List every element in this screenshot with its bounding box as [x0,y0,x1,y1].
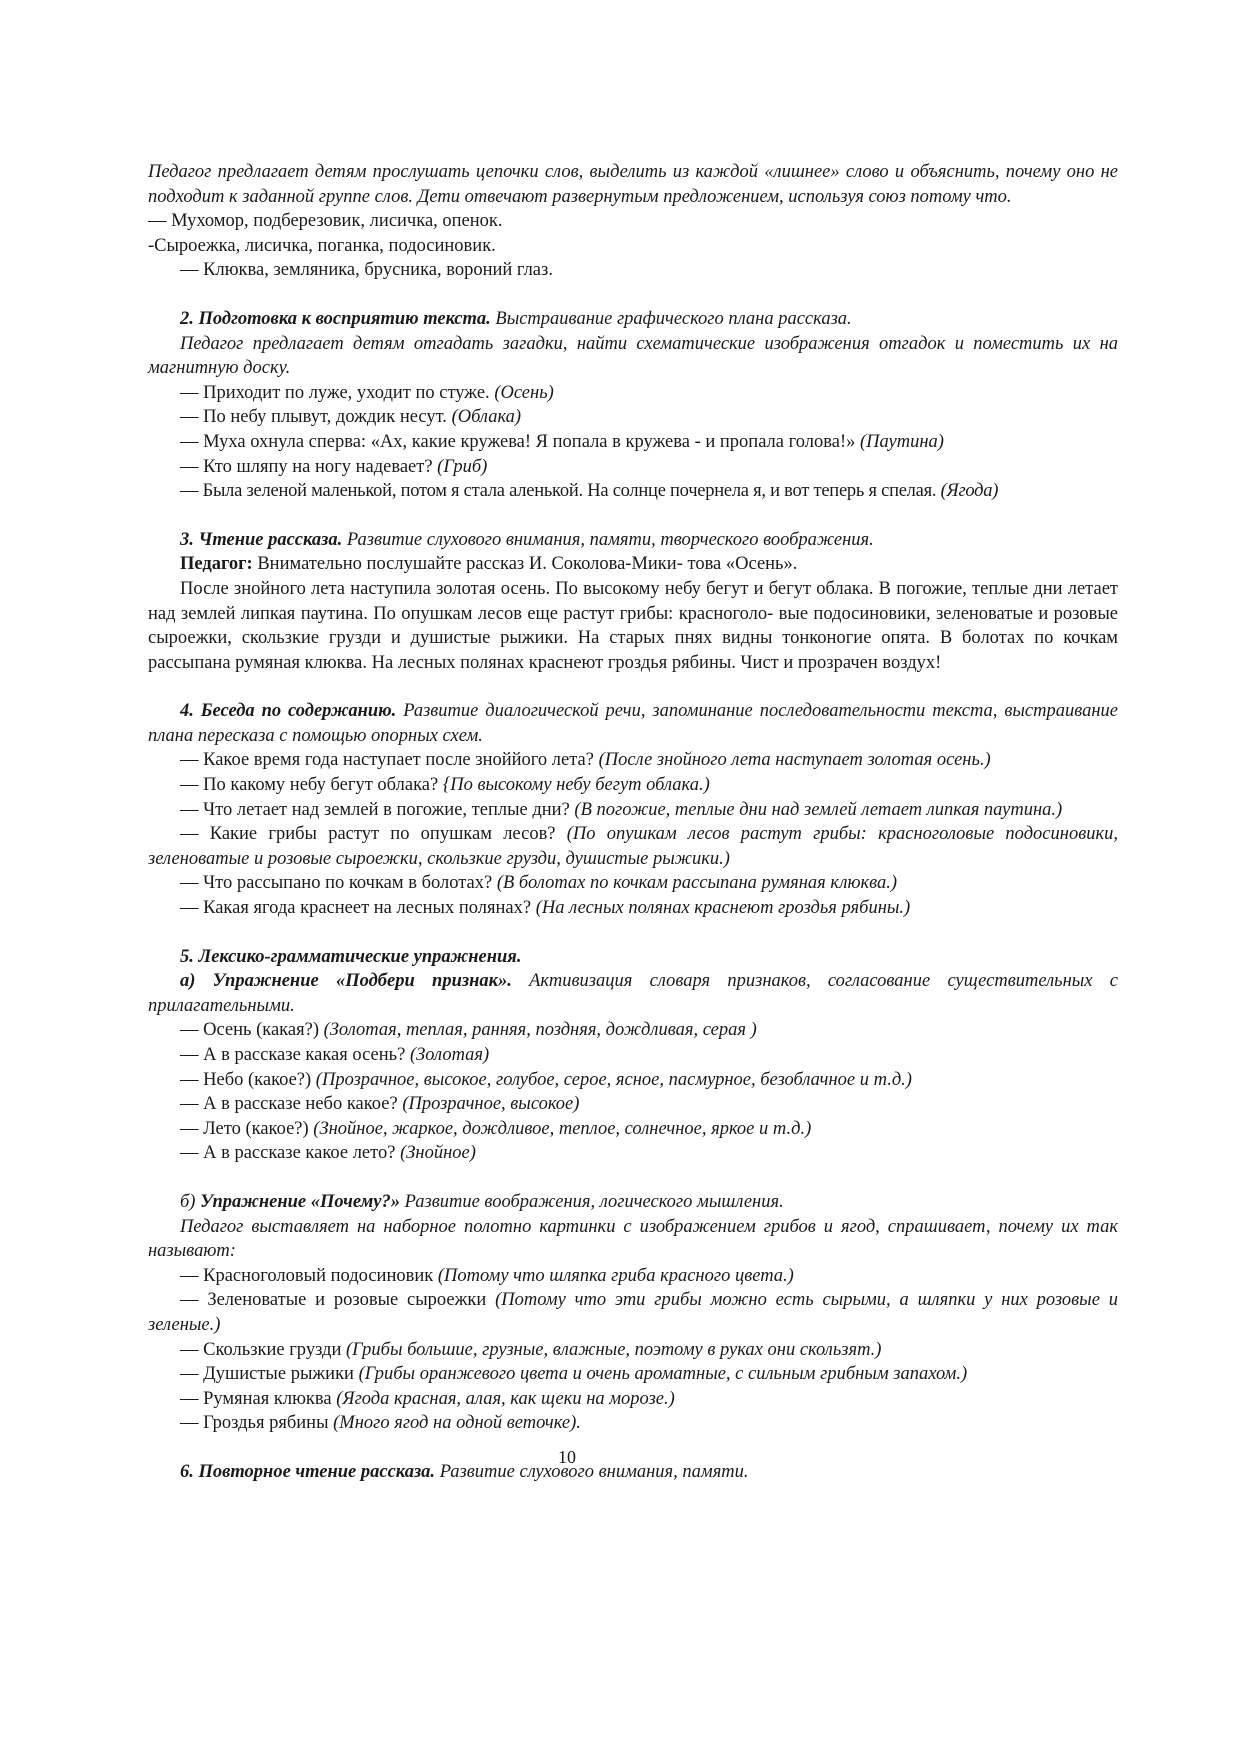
word-chain-3: — Клюква, земляника, брусника, вороний глаз. [180,260,553,281]
riddle-text: — Кто шляпу на ногу надевает? [180,456,438,477]
question: — Красноголовый подосиновик [180,1265,438,1286]
question: — Лето (какое?) [180,1118,314,1139]
question: — Какие грибы растут по опушкам лесов? [180,824,567,845]
question: — Гроздья рябины [180,1413,334,1434]
section-6-title: 6. Повторное чтение рассказа. [180,1461,436,1482]
riddle-1 [148,381,1118,406]
answer: (Знойное, жаркое, дождливое, теплое, солнечное, яркое и т.д.) [313,1118,812,1139]
question: — Какая ягода краснеет на лесных полянах? [180,898,536,919]
exercise-a-subtitle: Активизация словаря признаков, согласование существительных с прилагательными. [148,971,1118,1016]
riddle-2 [148,405,1118,430]
exercise-b-item-5 [148,1387,1118,1412]
answer: (Много ягод на одной веточке). [333,1413,581,1434]
question: — А в рассказе какая осень? [180,1045,410,1065]
qa-3 [148,798,1118,823]
answer: (Грибы оранжевого цвета и очень ароматные, с сильным грибным запахом.) [358,1364,968,1385]
question: — Небо (какое?) [180,1069,316,1090]
exercise-b-item-3 [148,1338,1118,1363]
section-6-subtitle: Развитие слухового внимания, памяти. [435,1461,749,1482]
riddle-answer: (Гриб) [437,456,488,477]
riddle-text: — Муха охнула сперва: «Ах, какие кружева! Я попала в кружева - и пропала голова!» [180,431,860,452]
exercise-b-item-4 [148,1362,1118,1387]
question: — По какому небу бегут облака? [180,775,443,796]
qa-5 [148,871,1118,896]
section-2-title: 2. Подготовка к восприятию текста. [180,308,491,329]
answer: (В болотах по кочкам рассыпана румяная клюква.) [496,873,898,894]
question: — Скользкие грузди [180,1339,346,1360]
answer: (В погожие, теплые дни над землей летает липкая паутина.) [574,799,1063,820]
section-2-subtitle: Выстраивание графического плана рассказа. [490,308,852,329]
riddle-text: — Приходит по луже, уходит по стуже. [180,382,495,403]
document-page [148,160,1118,1485]
question: — А в рассказе небо какое? [180,1094,403,1115]
answer: (Грибы большие, грузные, влажные, поэтому в руках они скользят.) [345,1339,882,1360]
page-number: 10 [558,1447,576,1467]
question: — Какое время года наступает после зноййого лета? [180,750,599,771]
exercise-a-item-5 [148,1117,1118,1142]
section-2-instruction: Педагог предлагает детям отгадать загадки, найти схематические изображения отгадок и поместить их на магнитную доску. [148,333,1118,379]
word-chain-2: -Сыроежка, лисичка, поганка, подосиновик. [148,235,496,256]
exercise-b-item-1 [148,1264,1118,1289]
section-3-title: 3. Чтение рассказа. [180,529,343,550]
word-chain-1: — Мухомор, подберезовик, лисичка, опенок. [148,211,503,232]
question: — Что летает над землей в погожие, теплые дни? [180,799,575,820]
exercise-a-item-3 [148,1068,1118,1093]
riddle-text: — Была зеленой маленькой, потом я стала аленькой. На солнце почернела я, и вот теперь я спелая. [180,481,941,502]
question: — Что рассыпано по кочкам в болотах? [180,873,497,894]
exercise-b-subtitle: Развитие воображения, логического мышления. [400,1191,784,1212]
answer: (Прозрачное, высокое) [402,1094,580,1115]
answer: (Знойное) [400,1143,476,1164]
section-3-heading [148,528,1118,553]
question: — Душистые рыжики [180,1364,359,1385]
question: — А в рассказе какое лето? [180,1143,401,1164]
section-3-subtitle: Развитие слухового внимания, памяти, творческого воображения. [342,529,874,550]
section-4-title: 4. Беседа по содержанию. [180,701,397,722]
qa-4 [148,822,1118,871]
answer: (После знойного лета наступает золотая осень.) [598,750,991,771]
teacher-text: Внимательно послушайте рассказ И. Соколова-Мики- това «Осень». [252,554,798,575]
riddle-answer: (Ягода) [940,481,999,502]
qa-2 [148,773,1118,798]
riddle-3 [148,430,1118,455]
intro-instruction: Педагог предлагает детям прослушать цепочки слов, выделить из каждой «лишнее» слово и объяснить, почему оно не подходит к заданной группе слов. Дети отвечают развернутым предложением, используя союз потому что. [148,162,1118,207]
riddle-answer: (Осень) [494,382,554,403]
question: — Зеленоватые и розовые сыроежки [180,1290,496,1311]
answer: (Золотая) [409,1045,490,1065]
section-5-heading: 5. Лексико-грамматические упражнения. [180,946,522,967]
exercise-a-heading [148,969,1118,1018]
exercise-b-prefix: б) [180,1191,201,1212]
exercise-b-title: Упражнение «Почему?» [200,1191,400,1212]
exercise-a-item-2 [148,1043,1118,1068]
qa-1 [148,748,1118,773]
story-text: После знойного лета наступила золотая осень. По высокому небу бегут и бегут облака. В погожие, теплые дни летает над землей липкая паутина. По опушкам лесов еще растут грибы: красноголо- вые подосиновики, зеленоватые и розовые сыроежки, скользкие грузди и душистые рыжики. На старых пнях видны тонконогие опята. В болотах по кочкам рассыпана румяная клюква. На лесных полянах краснеют гроздья рябины. Чист и прозрачен воздух! [148,578,1118,673]
riddle-5 [148,479,1118,504]
section-2-heading [148,307,1118,332]
question: — Румяная клюква [180,1388,337,1409]
exercise-b-instruction: Педагог выставляет на наборное полотно картинки с изображением грибов и ягод, спрашивает, почему их так называют: [148,1216,1118,1262]
riddle-text: — По небу плывут, дождик несут. [180,407,452,428]
exercise-a-item-1 [148,1018,1118,1043]
riddle-answer: (Облака) [451,407,522,428]
riddle-answer: (Паутина) [859,431,944,452]
answer: (Прозрачное, высокое, голубое, серое, ясное, пасмурное, безоблачное и т.д.) [315,1069,912,1090]
exercise-a-item-4 [148,1092,1118,1117]
exercise-b-item-2 [148,1288,1118,1337]
section-6-heading [148,1460,1118,1485]
teacher-label: Педагог: [180,554,253,575]
exercise-a-title: а) Упражнение «Подбери признак». [180,971,512,992]
riddle-4 [148,455,1118,480]
exercise-a-item-6 [148,1141,1118,1166]
teacher-line [148,552,1118,577]
qa-6 [148,896,1118,921]
exercise-b-heading [148,1190,1118,1215]
exercise-b-item-6 [148,1411,1118,1436]
section-4-subtitle: Развитие диалогической речи, запоминание последовательности текста, выстраивание плана пересказа с помощью опорных схем. [148,701,1118,746]
section-4-heading [148,699,1118,748]
answer: (По опушкам лесов растут грибы: красноголовые подосиновики, зеленоватые и розовые сыроежки, скользкие грузди, душистые рыжики.) [148,824,1118,869]
answer: (Золотая, теплая, ранняя, поздняя, дождливая, серая ) [323,1020,757,1041]
answer: (Потому что шляпка гриба красного цвета.) [437,1265,794,1286]
question: — Осень (какая?) [180,1020,324,1041]
answer: (На лесных полянах краснеют гроздья рябины.) [535,898,911,919]
answer: (Ягода красная, алая, как щеки на морозе.) [336,1388,675,1409]
answer: {По высокому небу бегут облака.) [442,775,710,796]
answer: (Потому что эти грибы можно есть сырыми, а шляпки у них розовые и зеленые.) [148,1290,1118,1335]
